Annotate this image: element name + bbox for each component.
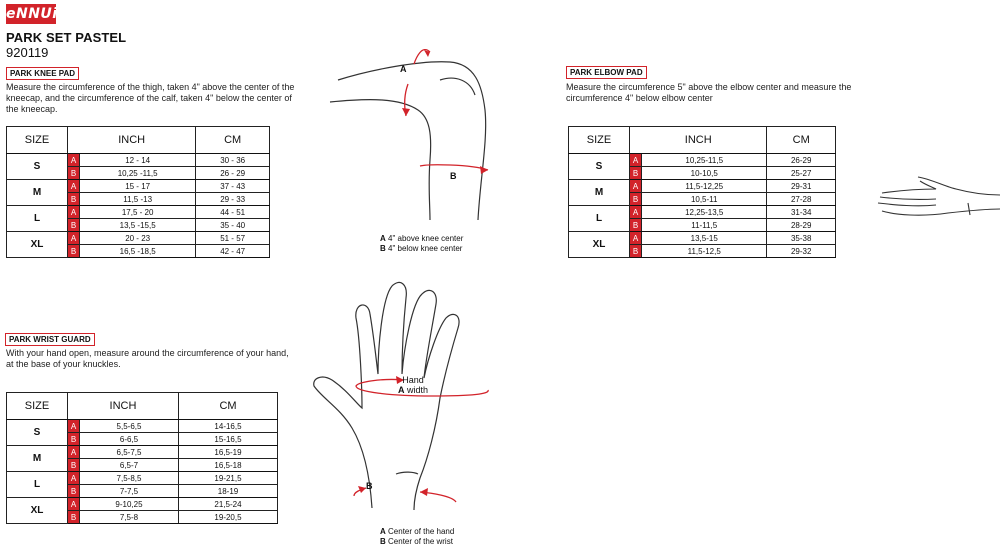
row-letter-b: B bbox=[68, 245, 80, 258]
row-letter-a: A bbox=[68, 180, 80, 193]
size-cell: L bbox=[7, 472, 68, 498]
cm-cell-a: 21,5-24 bbox=[179, 498, 278, 511]
row-letter-a: A bbox=[630, 232, 642, 245]
row-letter-a: A bbox=[68, 498, 80, 511]
forearm-hand-illustration bbox=[876, 175, 1000, 225]
col-header-size: SIZE bbox=[7, 127, 68, 154]
wrist-diagram-label-b: B bbox=[366, 481, 373, 491]
cm-cell-b: 19-20,5 bbox=[179, 511, 278, 524]
knee-size-table bbox=[6, 126, 270, 258]
wrist-section-tag: PARK WRIST GUARD bbox=[5, 333, 95, 346]
inch-cell-a: 11,5-12,25 bbox=[642, 180, 767, 193]
size-cell: XL bbox=[7, 232, 68, 258]
hand-width-letter-a: A bbox=[398, 385, 405, 395]
hand-illustration bbox=[312, 278, 492, 518]
inch-cell-b: 10-10,5 bbox=[642, 167, 767, 180]
row-letter-a: A bbox=[630, 154, 642, 167]
size-cell: XL bbox=[569, 232, 630, 258]
row-letter-b: B bbox=[68, 433, 80, 446]
inch-cell-a: 17,5 - 20 bbox=[80, 206, 196, 219]
col-header-size: SIZE bbox=[569, 127, 630, 154]
inch-cell-b: 11,5-12,5 bbox=[642, 245, 767, 258]
row-letter-a: A bbox=[68, 206, 80, 219]
wrist-size-table bbox=[6, 392, 278, 524]
inch-cell-b: 6,5-7 bbox=[80, 459, 179, 472]
row-letter-b: B bbox=[68, 167, 80, 180]
col-header-size: SIZE bbox=[7, 393, 68, 420]
cm-cell-a: 51 - 57 bbox=[196, 232, 270, 245]
cm-cell-a: 26-29 bbox=[767, 154, 836, 167]
size-cell: M bbox=[7, 446, 68, 472]
inch-cell-b: 10,5-11 bbox=[642, 193, 767, 206]
inch-cell-a: 12,25-13,5 bbox=[642, 206, 767, 219]
inch-cell-b: 6-6,5 bbox=[80, 433, 179, 446]
inch-cell-b: 16,5 -18,5 bbox=[80, 245, 196, 258]
cm-cell-a: 16,5-19 bbox=[179, 446, 278, 459]
inch-cell-a: 5,5-6,5 bbox=[80, 420, 179, 433]
cm-cell-a: 30 - 36 bbox=[196, 154, 270, 167]
inch-cell-b: 10,25 -11,5 bbox=[80, 167, 196, 180]
elbow-section-tag: PARK ELBOW PAD bbox=[566, 66, 647, 79]
cm-cell-a: 37 - 43 bbox=[196, 180, 270, 193]
wrist-description: With your hand open, measure around the circumference of your hand, at the base of your knuckles. bbox=[6, 348, 289, 369]
wrist-legend-b: Center of the wrist bbox=[388, 537, 453, 546]
inch-cell-a: 20 - 23 bbox=[80, 232, 196, 245]
cm-cell-a: 14-16,5 bbox=[179, 420, 278, 433]
row-letter-a: A bbox=[68, 446, 80, 459]
row-letter-b: B bbox=[630, 219, 642, 232]
inch-cell-a: 13,5-15 bbox=[642, 232, 767, 245]
cm-cell-a: 31-34 bbox=[767, 206, 836, 219]
row-letter-b: B bbox=[68, 459, 80, 472]
size-cell: S bbox=[569, 154, 630, 180]
cm-cell-a: 29-31 bbox=[767, 180, 836, 193]
inch-cell-b: 11,5 -13 bbox=[80, 193, 196, 206]
col-header-inch: INCH bbox=[68, 127, 196, 154]
knee-legend bbox=[380, 234, 463, 254]
row-letter-a: A bbox=[68, 154, 80, 167]
row-letter-a: A bbox=[630, 180, 642, 193]
size-cell: XL bbox=[7, 498, 68, 524]
elbow-size-table bbox=[568, 126, 836, 258]
cm-cell-b: 27-28 bbox=[767, 193, 836, 206]
cm-cell-b: 35 - 40 bbox=[196, 219, 270, 232]
elbow-description: Measure the circumference 5" above the elbow center and measure the circumference 4" below elbow center bbox=[566, 82, 852, 103]
size-cell: S bbox=[7, 420, 68, 446]
leg-illustration bbox=[330, 40, 500, 230]
cm-cell-b: 29-32 bbox=[767, 245, 836, 258]
inch-cell-a: 7,5-8,5 bbox=[80, 472, 179, 485]
size-cell: L bbox=[7, 206, 68, 232]
col-header-cm: CM bbox=[767, 127, 836, 154]
inch-cell-a: 12 - 14 bbox=[80, 154, 196, 167]
row-letter-b: B bbox=[630, 167, 642, 180]
knee-legend-a: 4" above knee center bbox=[388, 234, 464, 243]
col-header-inch: INCH bbox=[630, 127, 767, 154]
row-letter-b: B bbox=[68, 511, 80, 524]
knee-diagram-label-a: A bbox=[400, 64, 407, 74]
inch-cell-a: 15 - 17 bbox=[80, 180, 196, 193]
wrist-legend-a-letter: A bbox=[380, 527, 386, 536]
wrist-legend-b-letter: B bbox=[380, 537, 386, 546]
col-header-cm: CM bbox=[196, 127, 270, 154]
knee-legend-b-letter: B bbox=[380, 244, 386, 253]
col-header-cm: CM bbox=[179, 393, 278, 420]
col-header-inch: INCH bbox=[68, 393, 179, 420]
inch-cell-a: 10,25-11,5 bbox=[642, 154, 767, 167]
size-cell: M bbox=[569, 180, 630, 206]
brand-logo: eNNUi bbox=[6, 6, 58, 22]
cm-cell-b: 42 - 47 bbox=[196, 245, 270, 258]
knee-description: Measure the circumference of the thigh, taken 4" above the center of the kneecap, and the circumference of the calf, taken 4" below the center of the kneecap. bbox=[6, 82, 295, 114]
cm-cell-b: 29 - 33 bbox=[196, 193, 270, 206]
knee-section-tag: PARK KNEE PAD bbox=[6, 67, 79, 80]
knee-legend-a-letter: A bbox=[380, 234, 386, 243]
inch-cell-a: 9-10,25 bbox=[80, 498, 179, 511]
cm-cell-b: 18-19 bbox=[179, 485, 278, 498]
knee-legend-b: 4" below knee center bbox=[388, 244, 463, 253]
cm-cell-b: 25-27 bbox=[767, 167, 836, 180]
row-letter-a: A bbox=[68, 420, 80, 433]
inch-cell-b: 13,5 -15,5 bbox=[80, 219, 196, 232]
knee-diagram-label-b: B bbox=[450, 171, 457, 181]
cm-cell-a: 35-38 bbox=[767, 232, 836, 245]
hand-width-line2: width bbox=[407, 385, 429, 395]
row-letter-b: B bbox=[68, 193, 80, 206]
cm-cell-b: 15-16,5 bbox=[179, 433, 278, 446]
inch-cell-b: 7,5-8 bbox=[80, 511, 179, 524]
row-letter-b: B bbox=[630, 193, 642, 206]
hand-width-label bbox=[398, 375, 428, 395]
row-letter-a: A bbox=[68, 232, 80, 245]
product-code: 920119 bbox=[6, 45, 49, 60]
size-cell: S bbox=[7, 154, 68, 180]
inch-cell-b: 7-7,5 bbox=[80, 485, 179, 498]
cm-cell-a: 44 - 51 bbox=[196, 206, 270, 219]
hand-width-line1: Hand bbox=[402, 375, 424, 385]
cm-cell-b: 28-29 bbox=[767, 219, 836, 232]
row-letter-b: B bbox=[68, 219, 80, 232]
cm-cell-b: 16,5-18 bbox=[179, 459, 278, 472]
inch-cell-b: 11-11,5 bbox=[642, 219, 767, 232]
row-letter-b: B bbox=[68, 485, 80, 498]
product-title: PARK SET PASTEL bbox=[6, 30, 127, 45]
row-letter-b: B bbox=[630, 245, 642, 258]
wrist-legend bbox=[380, 527, 454, 547]
row-letter-a: A bbox=[630, 206, 642, 219]
size-cell: M bbox=[7, 180, 68, 206]
row-letter-a: A bbox=[68, 472, 80, 485]
inch-cell-a: 6,5-7,5 bbox=[80, 446, 179, 459]
cm-cell-b: 26 - 29 bbox=[196, 167, 270, 180]
wrist-legend-a: Center of the hand bbox=[388, 527, 455, 536]
size-cell: L bbox=[569, 206, 630, 232]
cm-cell-a: 19-21,5 bbox=[179, 472, 278, 485]
